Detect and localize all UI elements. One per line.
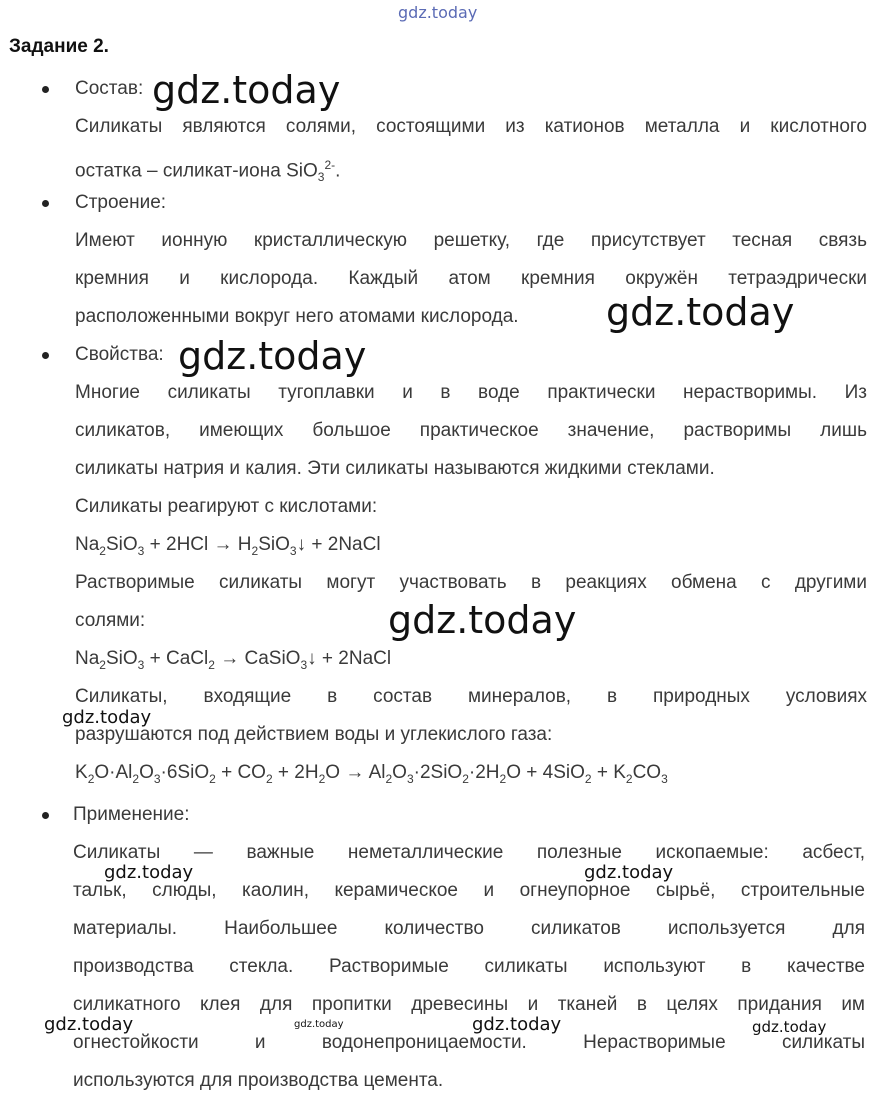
bullet-properties — [42, 352, 49, 359]
properties-line-7: Силикаты, входящие в состав минералов, в природных условиях — [75, 686, 867, 707]
properties-line-4: Силикаты реагируют с кислотами: — [75, 496, 378, 517]
watermark: gdz.today — [104, 862, 194, 883]
watermark: gdz.today — [472, 1014, 562, 1035]
properties-line-6: солями: — [75, 610, 146, 631]
properties-line-5: Растворимые силикаты могут участвовать в реакциях обмена с другими — [75, 572, 867, 593]
watermark: gdz.today — [752, 1018, 827, 1036]
bullet-structure — [42, 200, 49, 207]
structure-line-3: расположенными вокруг него атомами кислорода. — [75, 306, 519, 327]
watermark: gdz.today — [152, 68, 341, 112]
equation-3: $K_2O\cdot Al_2O_3\cdot 6SiO_2 + CO_2 + 2H_2O \to Al_2O_3\cdot 2SiO_2\cdot 2H_2O + 4SiO_2 + K_2CO_3$ — [75, 762, 668, 786]
application-line-7: используются для производства цемента. — [73, 1070, 444, 1091]
application-line-2: тальк, слюды, каолин, керамическое и огнеупорное сырьё, строительные — [73, 880, 865, 901]
structure-line-2: кремния и кислорода. Каждый атом кремния окружён тетраэдрически — [75, 268, 867, 289]
properties-line-8: разрушаются под действием воды и углекислого газа: — [75, 724, 553, 745]
watermark: gdz.today — [44, 1014, 134, 1035]
heading-structure: Строение: — [75, 192, 167, 213]
watermark: gdz.today — [388, 598, 577, 642]
properties-line-1: Многие силикаты тугоплавки и в воде практически нерастворимы. Из — [75, 382, 867, 403]
heading-properties: Свойства: — [75, 344, 164, 365]
equation-1: $Na_2SiO_3 + 2HCl$ → $H_2SiO_3↓$ + 2NaCl — [75, 534, 381, 558]
heading-composition: Состав: — [75, 78, 144, 99]
heading-application: Применение: — [73, 804, 190, 825]
watermark-top: gdz.today — [398, 3, 478, 22]
watermark: gdz.today — [178, 334, 367, 378]
equation-2: $Na_2SiO_3$ + CaCl$_2$ → CaSiO$_3$↓ + 2NaCl — [75, 648, 392, 672]
structure-line-1: Имеют ионную кристаллическую решетку, где присутствует тесная связь — [75, 230, 867, 251]
application-line-6: огнестойкости и водонепроницаемости. Нерастворимые силикаты — [73, 1032, 865, 1053]
application-line-5: силикатного клея для пропитки древесины и тканей в целях придания им — [73, 994, 865, 1015]
watermark: gdz.today — [294, 1019, 344, 1030]
application-line-3: материалы. Наибольшее количество силикатов используется для — [73, 918, 865, 939]
watermark: gdz.today — [62, 707, 152, 728]
application-line-4: производства стекла. Растворимые силикаты используют в качестве — [73, 956, 865, 977]
application-line-1: Силикаты — важные неметаллические полезные ископаемые: асбест, — [73, 842, 865, 863]
task-title: Задание 2. — [9, 36, 109, 57]
bullet-composition — [42, 86, 49, 93]
bullet-application — [42, 812, 49, 819]
composition-line-1: Силикаты являются солями, состоящими из катионов металла и кислотного — [75, 116, 867, 137]
composition-line-2: остатка – силикат-иона SiO$_3^{2-}$. — [75, 158, 341, 185]
watermark: gdz.today — [584, 862, 674, 883]
watermark: gdz.today — [606, 290, 795, 334]
properties-line-2: силикатов, имеющих большое практическое значение, растворимы лишь — [75, 420, 867, 441]
properties-line-3: силикаты натрия и калия. Эти силикаты называются жидкими стеклами. — [75, 458, 715, 479]
